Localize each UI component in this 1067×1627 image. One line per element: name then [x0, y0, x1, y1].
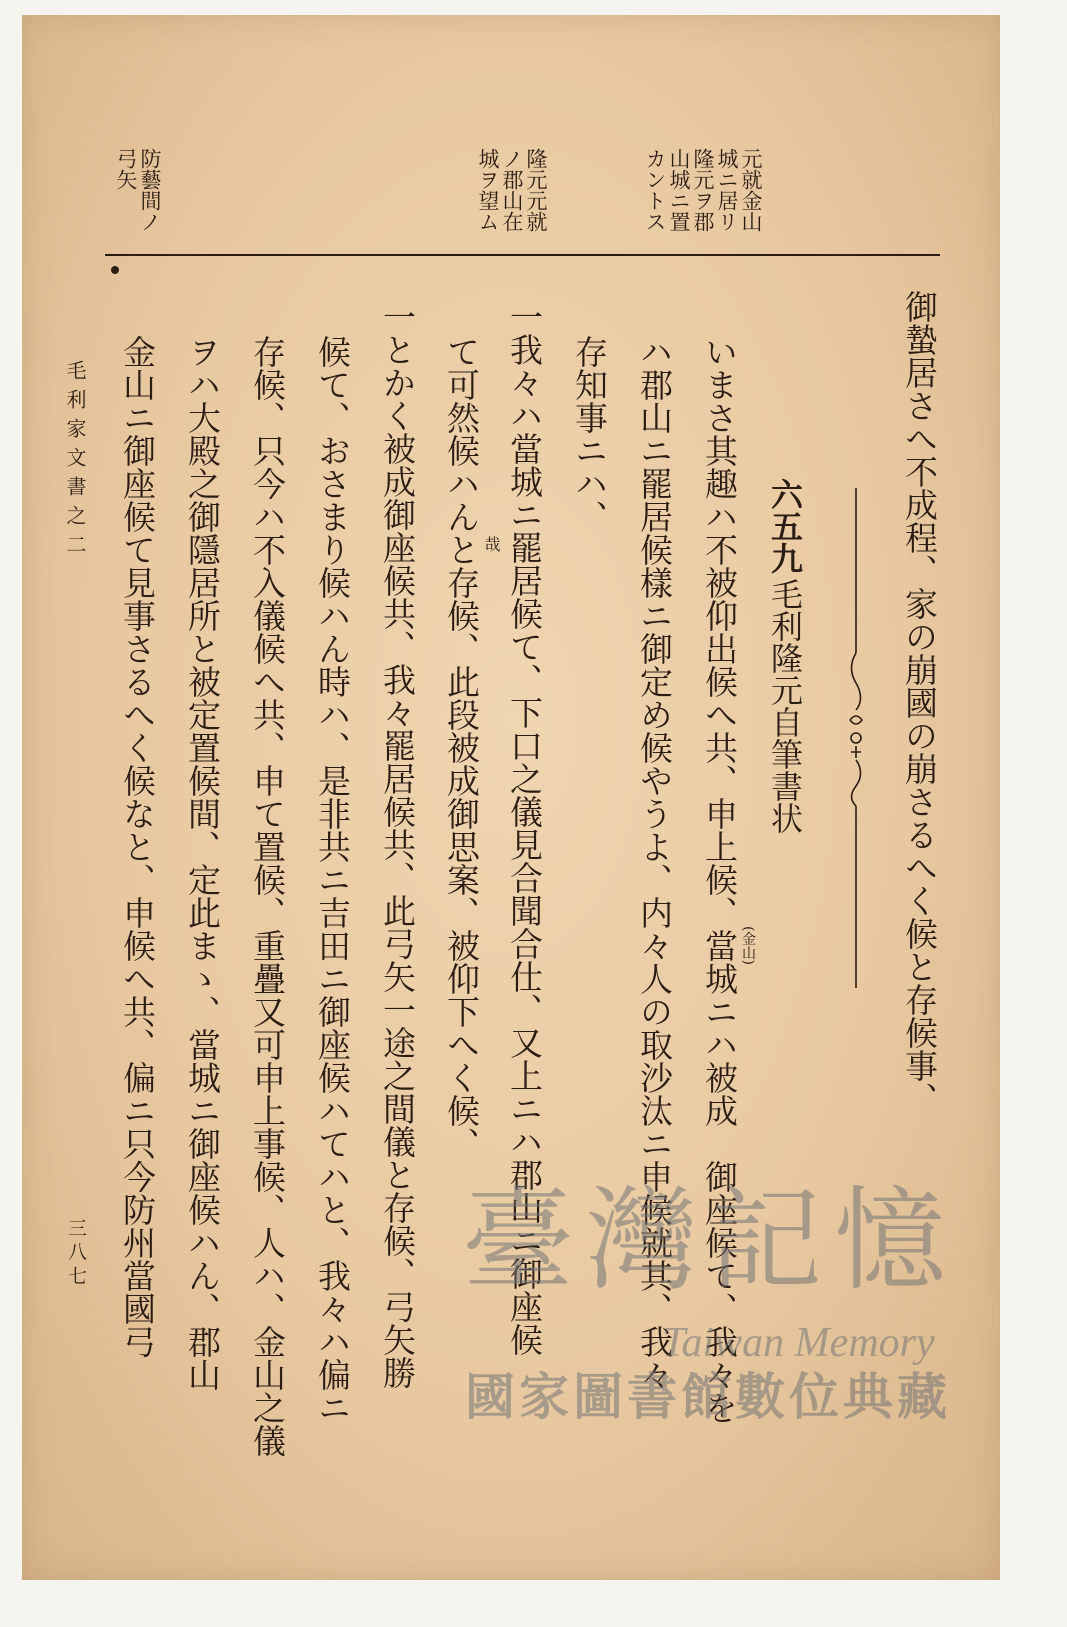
watermark-logo-text: 臺灣記憶 — [462, 1176, 958, 1306]
document-text-column: 候て、おさまり候ハん時ハ、是非共ニ吉田ニ御座候ハてハと、我々ハ偏ニ — [313, 335, 352, 1424]
document-text-column: て可然候ハんと存候、此段被成御思案、被仰下へく候、 — [442, 335, 481, 1160]
section-divider-ornament — [842, 488, 870, 988]
headnote-bogei-war: 防藝間ノ弓矢 — [114, 148, 162, 232]
watermark-institution: 國家圖書館數位典藏 — [465, 1368, 951, 1426]
document-text-column: 一我々ハ當城ニ罷居候て、下口之儀見合聞合仕、又上ニハ郡山ニ御座候 — [505, 300, 544, 1356]
document-text-column: 金山ニ御座候て見事さるへく候なと、申候へ共、偏ニ只今防州當國弓 — [118, 335, 157, 1358]
document-text-column: 一とかく被成御座候共、我々罷居候共、此弓矢一途之間儀と存候、弓矢勝 — [378, 300, 417, 1389]
document-text-column: ヲハ大殿之御隱居所と被定置候間、定此まゝ、當城ニ御座候ハん、郡山 — [183, 335, 222, 1391]
ink-dot — [111, 266, 119, 274]
document-text-column: いまさ其趣ハ不被仰出候へ共、申上候、當城ニハ被成 御座候て、我々を — [700, 335, 739, 1424]
page-number: 三八七 — [65, 1218, 87, 1290]
document-text-column: 存候、只今ハ不入儀候へ共、申て置候、重疊又可申上事候、人ハ、金山之儀 — [248, 335, 287, 1457]
watermark-english: Taiwan Memory — [662, 1320, 935, 1366]
annotation-kanayama: (金山) — [740, 926, 756, 965]
headnote-koriyama-castle: 隆元元就ノ郡山在城ヲ望ム — [476, 148, 548, 232]
document-text-column: ハ郡山ニ罷居候樣ニ御定め候やうよ、内々人の取沙汰ニ申候就其、我々 — [635, 335, 674, 1391]
annotation-ya: 哉 — [482, 536, 501, 552]
document-number: 六五九 — [766, 478, 804, 574]
document-title: 毛利隆元自筆書状 — [766, 578, 804, 834]
headnote-kanayama-castle: 元就金山城ニ居リ隆元ヲ郡山城ニ置カントス — [643, 148, 763, 232]
document-text-column: 存知事ニハ、 — [570, 335, 609, 533]
headnote-rule — [105, 254, 940, 256]
running-title: 毛利家文書之二 — [63, 360, 87, 563]
previous-document-tail: 御蟄居さへ不成程、家の崩國の崩さるへく候と存候事、 — [900, 290, 939, 1115]
